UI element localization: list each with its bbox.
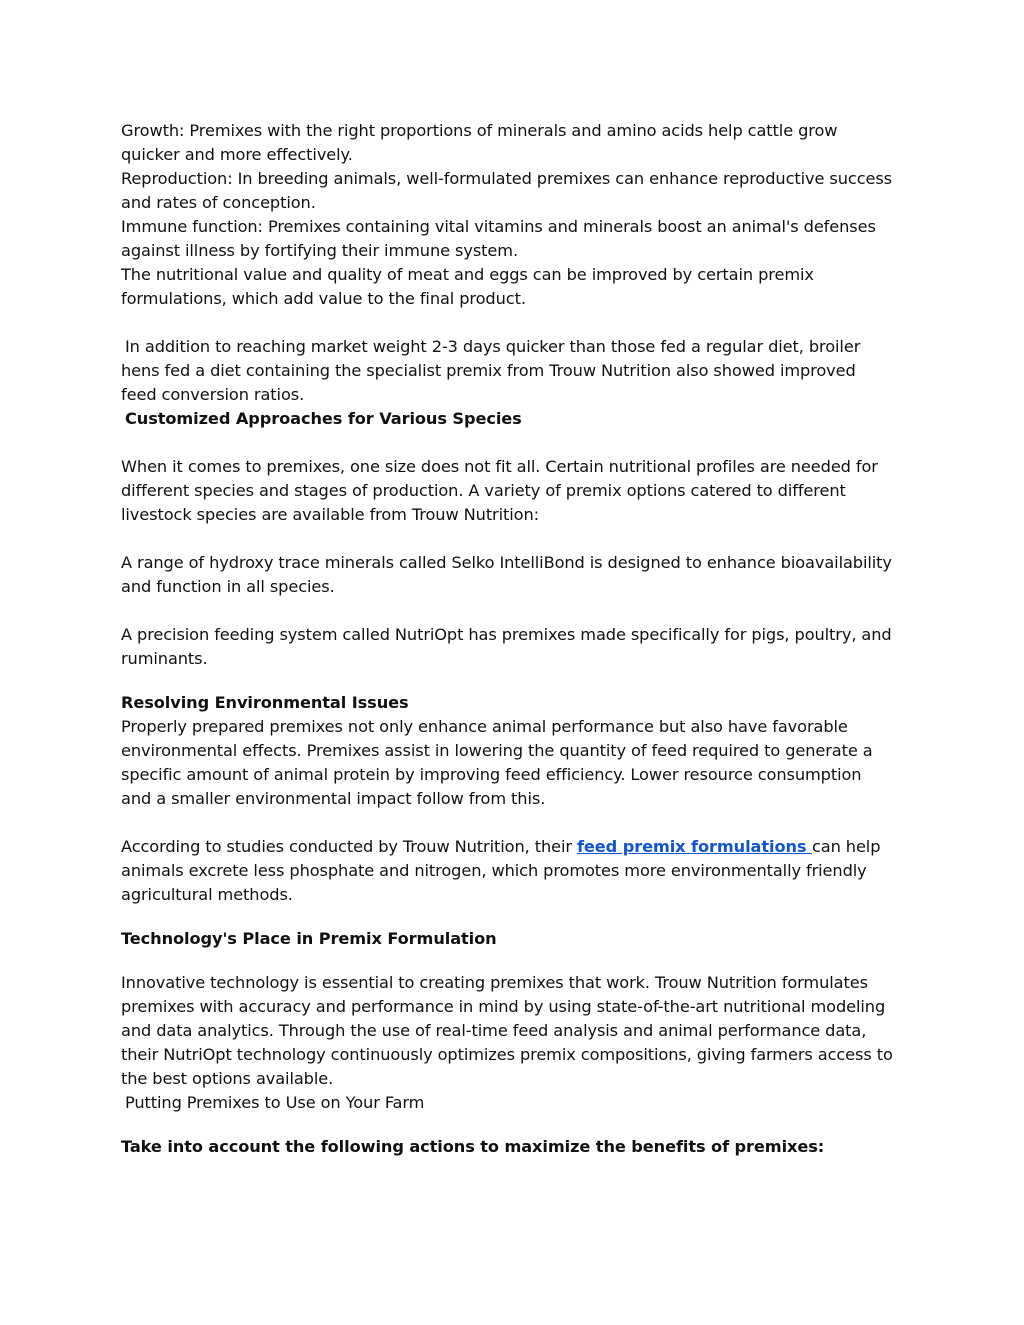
- paragraph-selko: [121, 551, 911, 599]
- spacer: [121, 1115, 911, 1135]
- paragraph-broiler: [121, 335, 911, 359]
- text-line: specific amount of animal protein by improving feed efficiency. Lower resource consumption: [121, 765, 862, 784]
- paragraph-innovative-technology: [121, 971, 911, 1091]
- spacer: [121, 811, 911, 835]
- text-line: environmental effects. Premixes assist in lowering the quantity of feed required to generate a: [121, 741, 873, 760]
- text-line: livestock species are available from Trouw Nutrition:: [121, 505, 539, 524]
- paragraph-nutriopt: [121, 623, 911, 671]
- text-line: ruminants.: [121, 649, 208, 668]
- feed-premix-formulations-link[interactable]: feed premix formulations: [576, 837, 812, 856]
- paragraph-growth: [121, 119, 911, 167]
- text-run: According to studies conducted by Trouw Nutrition, their: [121, 837, 577, 856]
- text-line: A range of hydroxy trace minerals called Selko IntelliBond is designed to enhance bioavailability: [121, 553, 892, 572]
- text-line: premixes with accuracy and performance in mind by using state-of-the-art nutritional modeling: [121, 997, 886, 1016]
- text-line: [121, 835, 911, 859]
- spacer: [121, 907, 911, 927]
- text-line: feed conversion ratios.: [121, 385, 305, 404]
- spacer: [121, 599, 911, 623]
- text-line: Properly prepared premixes not only enhance animal performance but also have favorable: [121, 717, 848, 736]
- text-run: can help: [811, 837, 881, 856]
- paragraph-environmental: [121, 715, 911, 811]
- text-line: quicker and more effectively.: [121, 145, 353, 164]
- text-line: Growth: Premixes with the right proportions of minerals and amino acids help cattle grow: [121, 121, 838, 140]
- spacer: [121, 431, 911, 455]
- text-line: agricultural methods.: [121, 885, 293, 904]
- text-line: and data analytics. Through the use of real-time feed analysis and animal performance data,: [121, 1021, 867, 1040]
- document-body: [121, 119, 911, 1159]
- text-line: When it comes to premixes, one size does not fit all. Certain nutritional profiles are needed for: [121, 457, 878, 476]
- paragraph-studies: [121, 835, 911, 907]
- paragraph-broiler-continued: [121, 359, 911, 407]
- heading-customized-approaches: Customized Approaches for Various Species: [125, 409, 522, 428]
- spacer: [121, 951, 911, 971]
- paragraph-one-size: [121, 455, 911, 527]
- text-line: their NutriOpt technology continuously optimizes premix compositions, giving farmers access to: [121, 1045, 893, 1064]
- text-line: the best options available.: [121, 1069, 334, 1088]
- text-line: against illness by fortifying their immune system.: [121, 241, 518, 260]
- heading-take-into-account: Take into account the following actions to maximize the benefits of premixes:: [121, 1137, 825, 1156]
- paragraph-reproduction: [121, 167, 911, 215]
- text-line: Innovative technology is essential to creating premixes that work. Trouw Nutrition formulates: [121, 973, 868, 992]
- text-line: hens fed a diet containing the specialist premix from Trouw Nutrition also showed improved: [121, 361, 856, 380]
- heading-technology: Technology's Place in Premix Formulation: [121, 929, 497, 948]
- spacer: [121, 671, 911, 691]
- text-line: and a smaller environmental impact follow from this.: [121, 789, 546, 808]
- text-line: animals excrete less phosphate and nitrogen, which promotes more environmentally friendly: [121, 861, 867, 880]
- paragraph-nutritional-value: [121, 263, 911, 311]
- spacer: [121, 527, 911, 551]
- text-line: Reproduction: In breeding animals, well-formulated premixes can enhance reproductive success: [121, 169, 893, 188]
- text-line: In addition to reaching market weight 2-3 days quicker than those fed a regular diet, broiler: [125, 337, 861, 356]
- paragraph-immune-function: [121, 215, 911, 263]
- text-line: and rates of conception.: [121, 193, 316, 212]
- text-line: and function in all species.: [121, 577, 335, 596]
- spacer: [121, 311, 911, 335]
- text-line: different species and stages of production. A variety of premix options catered to different: [121, 481, 846, 500]
- heading-putting-premixes-to-use: Putting Premixes to Use on Your Farm: [125, 1093, 425, 1112]
- text-line: The nutritional value and quality of meat and eggs can be improved by certain premix: [121, 265, 814, 284]
- text-line: Immune function: Premixes containing vital vitamins and minerals boost an animal's defenses: [121, 217, 876, 236]
- heading-environmental-issues: Resolving Environmental Issues: [121, 693, 409, 712]
- text-line: formulations, which add value to the final product.: [121, 289, 526, 308]
- text-line: A precision feeding system called NutriOpt has premixes made specifically for pigs, poultry, and: [121, 625, 892, 644]
